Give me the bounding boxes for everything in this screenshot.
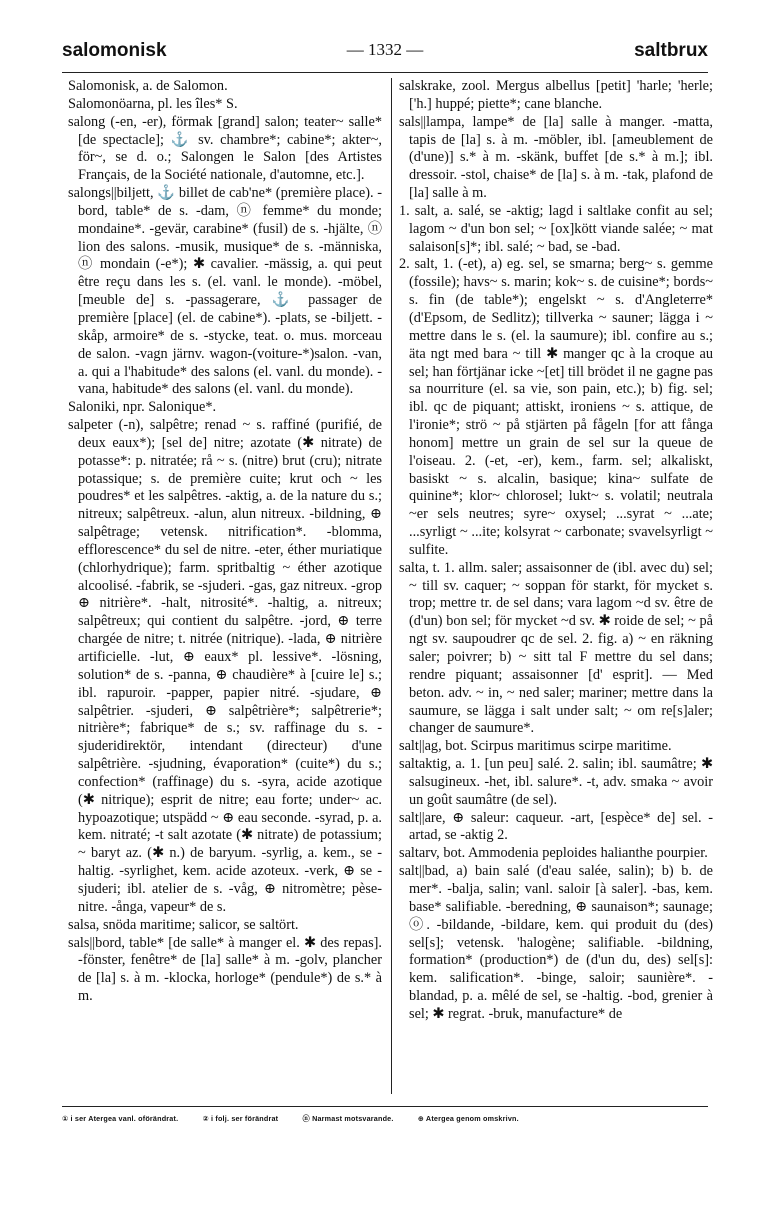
entry-saltbad: salt||bad, a) bain salé (d'eau salée, salin); b) b. de mer*. -balja, salin; vanl. saloir [à saler]. -bas, kem. base* salifiable. -beredning, ⊕ saunaison*; saunage; ⓞ. -bildande, -bildare, kem. qui produit du (des) sel[s]; vetensk. 'halogène; salifiable. -bildning, formation* (production*) de (d'un du, des) sel[s]: kem. salification*. -binge, saloir; saunière*. -blandad, p. a. mêlé de sel, se -haltig. -bod, grenier à sel; ✱ regrat. -bruk, manufacture* de — [399, 863, 713, 1022]
entry-salt-noun: 2. salt, 1. (-et), a) eg. sel, se smarna; berg~ s. gemme (fossile); havs~ s. marin; kok~ s. de cuisine*; bords~ s. fin (de table*); engelskt ~ s. d'Angleterre* (d'Epsom, de Sedlitz); tillverka ~ sauner; lägga i ~ mettre dans le s. (el. la saumure); ibl. confire au s.; äta ngt med bara ~ till ✱ manger qc à la croque au sel; han förtjänar icke ~[et] till brödet il ne gagne pas sa nourriture (el. sa vie, son pain, etc.); b) fig. sel; ibl. qc de piquant; attiskt, ironiens ~ s. attique, de l'ironie*; strö ~ på stjärten på fågeln [for att fånga honom] mettre un grain de sel sur la queue de l'oiseau. 2. (-et, -er), kem., farm. sel; alkaliskt, basiskt ~ s. alcalin, basique; kina~ sulfate de quinine*; klor~ chlorosel; lukt~ s. volatil; neutrala ~er sels neutres; syre~ oxysel; ...syrat ~ ...ate; ...syrligt ~ ...ite; kolsyrat ~ carbonate; svavelsyrligt ~ sulfite. — [399, 256, 713, 558]
right-column — [399, 78, 713, 1094]
legend-item-3: ⓝ Narmast motsvarande. — [302, 1114, 394, 1123]
legend-item-2: ② i folj. ser förändrat — [202, 1114, 279, 1123]
entry-salomonoarna: Salomonöarna, pl. les îles* S. — [68, 95, 238, 112]
entry-saltare: salt||are, ⊕ saleur: caqueur. -art, [espèce* de] sel. -artad, se -aktig 2. — [399, 809, 713, 844]
entry-saltag: salt||ag, bot. Scirpus maritimus scirpe maritime. — [399, 738, 672, 755]
header-rule — [62, 72, 708, 73]
entry-saltarv: saltarv, bot. Ammodenia peploides halianthe pourpier. — [399, 845, 708, 862]
entry-salslampa: sals||lampa, lampe* de [la] salle à manger. -matta, tapis de [la] s. à m. -möbler, ibl. [ameublement de (d'une)] s.* à m. -skänk, buffet [de s.* à m.]; ibl. dressoir. -stol, chaise* de [la] s. à m. -tak, plafond de [la] salle à m. — [399, 113, 713, 202]
column-divider — [391, 78, 392, 1094]
header-first-word: salomonisk — [62, 40, 167, 61]
entry-salongs: salongs||biljett, ⚓ billet de cab'ne* (première place). -bord, table* de s. -dam, ⓝ femme* du monde; mondaine*. -gevär, carabine* (fusil) de s. -hjälte, ⓝ lion des salons. -musik, musique* de s. -människa, ⓝ mondain (-e*); ✱ cavalier. -mässig, a. qui peut être reçu dans les s. (el. vanl. le monde). -möbel, [meuble de] s. -passagerare, ⚓ passager de première [place] (el. de cabine*). -plats, se -biljett. -skåp, armoire* de s. -stycke, teat. o. mus. morceau de salon. -vagn järnv. wagon-(voiture-*)salon. -van, a. qui a l'habitude* des salons (el. vanl. du monde). -vana, habitude* des salons (el. vanl. du monde). — [68, 185, 382, 398]
entry-salsbord: sals||bord, table* [de salle* à manger el. ✱ des repas]. -fönster, fenêtre* de [la] salle* à m. -golv, plancher de [la] s. à m. -klocka, horloge* (pendule*) de s.* à m. — [68, 934, 382, 1005]
entry-salta: salta, t. 1. allm. saler; assaisonner de (ibl. avec du) sel; ~ till sv. caquer; ~ soppan för starkt, för mycket s. trop; mettre tr. de sel dans; vara lagom ~d sv. être de (d'un) bon sel; för mycket ~d sv. ✱ roide de sel; ~ på ngt sv. saupoudrer qc de sel. 2. fig. a) ~ en räkning saler; poivrer; b) ~ sitt tal F mettre du sel dans; rendre piquant; assaisonner [d' esprit]. — Med beton. adv. ~ in, ~ ned saler; mariner; mettre dans la saumure, se lägga i salt under salt; ~ om re[s]aler; changer de saumure*. — [399, 559, 713, 737]
entry-salskrake: salskrake, zool. Mergus albellus [petit] 'harle; 'herle; ['h.] huppé; piette*; cane blanche. — [399, 78, 713, 112]
symbol-legend — [62, 1114, 722, 1124]
page-number: — 1332 — — [346, 40, 424, 59]
footer-rule — [62, 1106, 708, 1107]
entry-salpeter: salpeter (-n), salpêtre; renad ~ s. raffiné (purifié, de deux eaux*); [sel de] nitre; azotate (✱ nitrate) de potasse*: p. nitratée; rå ~ s. (nitre) brut (cru); nitrate potassique; s. de première cuite; krut och ~ les poudres* et les salpêtres. -aktig, a. de la nature du s.; nitreux; salpêtreux. -alun, alun nitreux. -bildning, ⊕ salpêtrage; vetensk. nitrification*. -blomma, efflorescence* du sel de nitre. -eter, éther muriatique (chlorhydrique); farm. spritbaltig ~ éther azotique alcoolisé. -fabrik, se -sjuderi. -gas, gaz nitreux. -grop ⊕ nitrière*. -halt, nitrosité*. -haltig, a. nitreux; salpêtreux; qui contient du salpêtre. -jord, ⊕ terre chargée de nitre; t. nitrée (nitrique). -lada, ⊕ nitrière artificielle. -lut, ⊕ eaux* pl. lessive*. -lösning, solution* de s. -panna, ⊕ chaudière* à [cuire le] s.; ibl. rapuroir. -papper, papier nitré. -sjudare, ⊕ salpêtrier. -sjuderi, ⊕ salpêtrière*; salpêtrerie*; nitrière*; fabrique* de s.; sv. raffinage du s. -sjuderidirektör, intendant (directeur) d'une salpêtrière. -sjudning, évaporation* (cuite*) du s.; confection* (raffinage) du s. -syra, acide azotique (✱ nitrique); esprit de nitre; eau forte; under~ ac. hypoazotique; utspädd ~ ⊕ eau seconde. -syrad, p. a. kem. nitraté; -t salt azotate (✱ nitrate) de potassium; ~ baryt az. (✱ n.) de baryum. -syrlig, a. kem., se -haltig. -syrlighet, kem. acide azoteux. -verk, ⊕ se -sjuderi; ibl. atelier de s. -våg, ⊕ nitromètre; pèse-nitre. -ånga, vapeur* de s. — [68, 417, 382, 915]
legend-item-1: ① i ser Atergea vanl. oförändrat. — [62, 1114, 179, 1123]
legend-item-4: ⊕ Atergea genom omskrivn. — [417, 1114, 519, 1123]
entry-salomonisk: Salomonisk, a. de Salomon. — [68, 78, 228, 94]
entry-salong: salong (-en, -er), förmak [grand] salon; teater~ salle* [de spectacle]; ⚓ sv. chambre*; cabine*; akter~, för~, se d. o.; Salongen le Salon [des Artistes Français, de la Société nationale, d'automne, etc.]. — [68, 113, 382, 184]
entry-saltaktig: saltaktig, a. 1. [un peu] salé. 2. salin; ibl. saumâtre; ✱ salsugineux. -het, ibl. salure*. -t, adv. smaka ~ avoir un goût saumâtre (de sel). — [399, 756, 713, 808]
entry-saloniki: Saloniki, npr. Salonique*. — [68, 399, 217, 416]
page-header — [62, 40, 708, 68]
left-column — [68, 78, 382, 1094]
header-last-word: saltbrux — [634, 40, 708, 61]
entry-salsa: salsa, snöda maritime; salicor, se saltört. — [68, 916, 299, 933]
entry-salt-adj: 1. salt, a. salé, se -aktig; lagd i saltlake confit au sel; lagom ~ d'un bon sel; ~ [ox]kött viande salée; ~ mat salaison[s]*; ibl. salé; ~ bad, se -bad. — [399, 202, 713, 255]
